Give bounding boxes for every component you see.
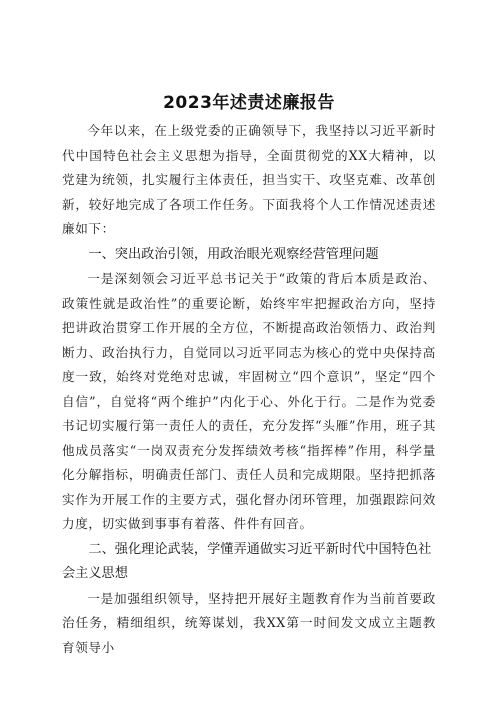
section-paragraph: 一是加强组织领导，坚持把开展好主题教育作为当前首要政治任务，精细组织，统筹谋划，我XX第一时间发文成立主题教育领导小 — [62, 590, 436, 655]
document-title: 2023年述责述廉报告 — [163, 93, 335, 113]
section-1 — [62, 243, 436, 537]
intro-paragraph: 今年以来，在上级党委的正确领导下，我坚持以习近平新时代中国特色社会主义思想为指导，全面贯彻党的XX大精神，以党建为统领，扎实履行主体责任，担当实干、攻坚克难、改革创新，较好地完成了各项工作任务。下面我将个人工作情况述责述廉如下： — [62, 123, 436, 236]
section-heading: 一、突出政治引领，用政治眼光观察经营管理问题 — [88, 246, 379, 262]
section-heading: 二、强化理论武装，学懂弄通做实习近平新时代中国特色社会主义思想 — [62, 541, 432, 581]
section-2 — [62, 538, 436, 661]
section-paragraph: 一是深刻领会习近平总书记关于“政策的背后本质是政治、政策性就是政治性”的重要论断，始终牢牢把握政治方向，坚持把讲政治贯穿工作开展的全方位，不断提高政治领悟力、政治判断力、政治执行力，自觉同以习近平同志为核心的党中央保持高度一致，始终对党绝对忠诚，牢固树立“四个意识”，坚定“四个自信”，自觉将“两个维护”内化于心、外化于行。二是作为党委书记切实履行第一责任人的责任，充分发挥“头雁”作用，班子其他成员落实“一岗双责充分发挥绩效考核“指挥棒”作用，科学量化分解指标，明确责任部门、责任人员和完成期限。坚持把抓落实作为开展工作的主要方式，强化督办闭环管理，加强跟踪问效力度，切实做到事事有着落、件件有回音。 — [62, 271, 436, 531]
